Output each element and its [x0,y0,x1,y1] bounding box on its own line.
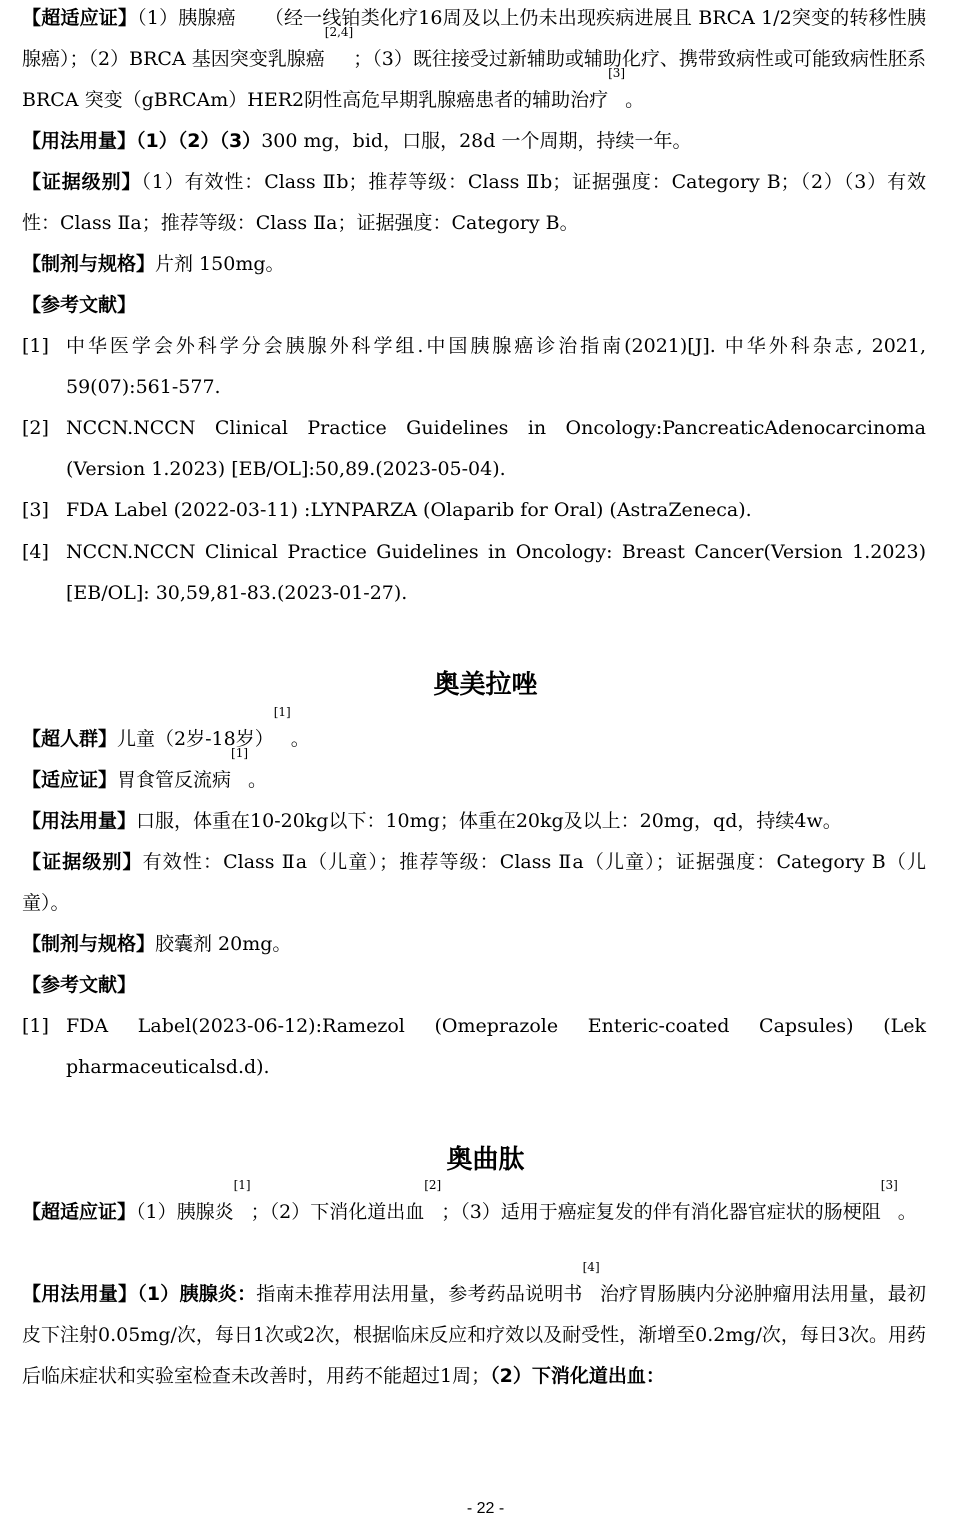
reference-text: 中华医学会外科学分会胰腺外科学组.中国胰腺癌诊治指南(2021)[J]. 中华外科杂志, 2021, 59(07):561-577. [66,335,926,398]
page-number: - 22 - [466,1500,505,1517]
dosage-text: 治疗胃肠胰内分泌肿瘤用法用量，最初皮下注射0.05mg/次，每日1次或2次，根据临床反应和疗效以及耐受性，渐增至0.2mg/次，每日3次。用药后临床症状和实验室检查未改善时，用药不能超过1周； [22,1283,926,1387]
indication-text: ；（2）下消化道出血 [250,1201,425,1223]
form-paragraph [22,924,926,965]
reference-number: [2] [22,417,49,439]
dosage-label: 【用法用量】 [22,810,137,832]
dosage-paragraph [22,1260,926,1397]
drug-title: 奥曲肽 [446,1145,525,1175]
reference-item [22,408,926,490]
reference-text: FDA Label (2022-03-11) :LYNPARZA (Olaparib for Oral) (AstraZeneca). [66,499,752,521]
dosage-bold: （1）胰腺炎： [137,1283,257,1305]
indication-label: 【超适应证】 [22,7,138,29]
reference-number: [1] [22,1015,49,1037]
citation: [3] [608,66,626,80]
indication-text: 胃食管反流病 [117,769,232,791]
indication-paragraph [22,1178,926,1233]
reference-text: NCCN.NCCN Clinical Practice Guidelines in Oncology:PancreaticAdenocarcinoma (Version 1.2023) [EB/OL]:50,89.(2023-05-04). [66,417,926,480]
indication-text: ；（3）适用于癌症复发的伴有消化器官症状的肠梗阻 [441,1201,881,1223]
reference-item [22,490,926,531]
indication-paragraph [22,0,926,121]
dosage-text: 300 mg，bid，口服，28d 一个周期，持续一年。 [261,130,692,152]
dosage-text: 口服，体重在10-20kg以下：10mg；体重在20kg及以上：20mg，qd，持续4w。 [136,810,842,832]
form-label: 【制剂与规格】 [22,933,156,955]
refs-heading [22,965,926,1006]
indication-text: ；（3）既往接受过新辅助或辅助化疗、携带致病性或可能致病性胚系 BRCA 突变（gBRCAm）HER2阴性高危早期乳腺癌患者的辅助治疗 [22,48,927,111]
evidence-label: 【证据级别】 [22,851,143,873]
refs-label: 【参考文献】 [22,974,137,996]
evidence-label: 【证据级别】 [22,171,142,193]
reference-number: [4] [22,541,49,563]
citation: [2] [424,1178,442,1192]
dosage-text: 指南未推荐用法用量，参考药品说明书 [256,1283,583,1305]
form-text: 片剂 150mg。 [155,253,285,275]
reference-number: [1] [22,335,49,357]
dosage-paragraph [22,121,926,162]
indication-text: （经一线铂类化疗16周及以上仍未出现疾病进展且 BRCA 1/2突变的转移性胰腺癌）；（2）BRCA 基因突变乳腺癌 [22,7,926,70]
form-text: 胶囊剂 20mg。 [155,933,292,955]
reference-number: [3] [22,499,49,521]
form-paragraph [22,244,926,285]
form-label: 【制剂与规格】 [22,253,156,275]
indication-text: （1）胰腺癌 [137,7,236,29]
refs-heading [22,285,926,326]
indication-text: 。 [248,769,268,791]
population-text: 。 [290,728,310,750]
indication-text: 。 [625,89,645,111]
reference-text: FDA Label(2023-06-12):Ramezol (Omeprazole Enteric-coated Capsules) (Lek pharmaceuticalsd.d). [66,1015,926,1078]
reference-item [22,326,926,408]
population-paragraph [22,705,926,760]
indication-text: （1）胰腺炎 [136,1201,234,1223]
evidence-text: 有效性：Class Ⅱa（儿童）；推荐等级：Class Ⅱa（儿童）；证据强度：Category B（儿童）。 [22,851,926,914]
citation: [3] [880,1178,898,1192]
citation: [1] [233,1178,251,1192]
reference-text: NCCN.NCCN Clinical Practice Guidelines in Oncology: Breast Cancer(Version 1.2023) [EB/OL]: 30,59,81-83.(2023-01-27). [66,541,926,604]
population-text: 儿童（2岁-18岁） [117,728,274,750]
evidence-text: （1）有效性：Class Ⅱb；推荐等级：Class Ⅱb；证据强度：Category B；（2）（3）有效性：Class Ⅱa；推荐等级：Class Ⅱa；证据强度：Category B。 [22,171,926,234]
evidence-paragraph [22,842,926,924]
dosage-bold: （1）（2）（3） [136,130,262,152]
reference-item [22,532,926,614]
dosage-paragraph [22,801,926,842]
citation: [4] [582,1260,600,1274]
refs-label: 【参考文献】 [22,294,137,316]
indication-label: 【超适应证】 [22,1201,137,1223]
population-label: 【超人群】 [22,728,118,750]
dosage-label: 【用法用量】 [22,1283,138,1305]
citation: [1] [273,705,291,719]
reference-item [22,1006,926,1088]
evidence-paragraph [22,162,926,244]
citation: [2,4] [324,25,354,39]
indication-label: 【适应证】 [22,769,118,791]
indication-paragraph [22,746,926,801]
indication-text: 。 [897,1201,917,1223]
drug-title: 奥美拉唑 [433,670,538,700]
dosage-label: 【用法用量】 [22,130,137,152]
dosage-bold: （2）下消化道出血： [490,1365,665,1387]
citation: [1] [231,746,249,760]
